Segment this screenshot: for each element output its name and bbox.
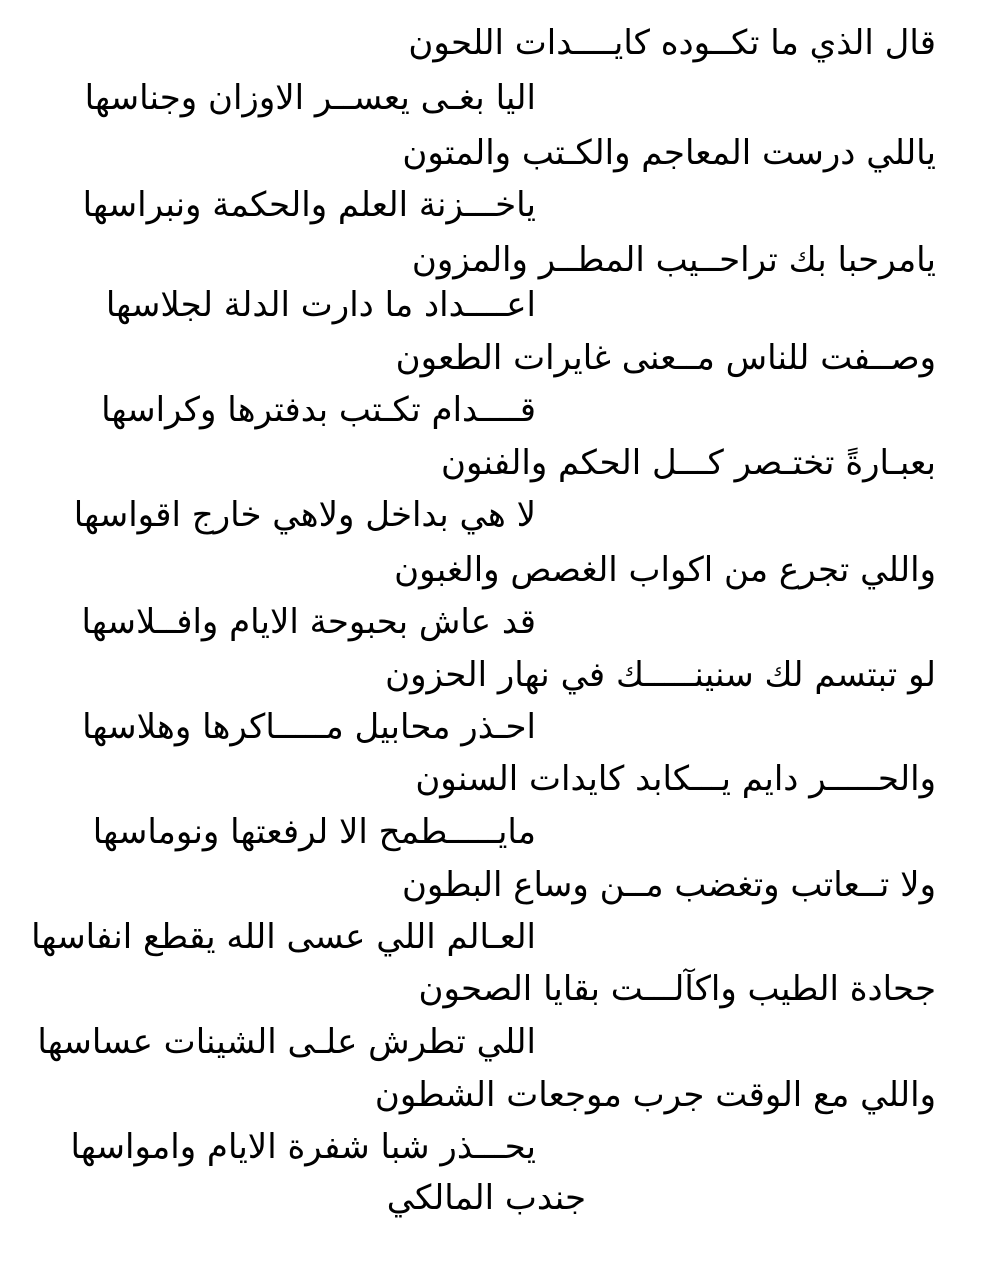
poem-line-2: اليا بغـى يعســر الاوزان وجناسها xyxy=(84,78,536,118)
poem-line-12: قد عاش بحبوحة الايام وافــلاسها xyxy=(81,602,536,642)
poem-line-22: يحـــذر شبا شفرة الايام وامواسها xyxy=(70,1127,536,1167)
poem-line-20: اللي تطرش علـى الشينات عساسها xyxy=(37,1022,536,1062)
poem-line-9: بعبـارةً تختـصر كـــل الحكم والفنون xyxy=(441,443,936,483)
poem-line-18: العـالم اللي عسى الله يقطع انفاسها xyxy=(31,917,536,957)
poem-line-7: وصــفت للناس مــعنى غايرات الطعون xyxy=(395,338,936,378)
poem-line-6: اعــــداد ما دارت الدلة لجلاسها xyxy=(105,285,536,325)
poem-line-13: لو تبتسم لك سنينـــــك في نهار الحزون xyxy=(385,655,936,695)
poem-line-15: والحـــــر دايم يـــكابد كايدات السنون xyxy=(415,759,936,799)
poem-line-4: ياخـــزنة العلم والحكمة ونبراسها xyxy=(82,185,536,225)
poem-line-1: قال الذي ما تكــوده كايــــدات اللحون xyxy=(408,23,936,63)
poem-line-11: واللي تجرع من اكواب الغصص والغبون xyxy=(394,550,936,590)
poem-line-3: ياللي درست المعاجم والكـتب والمتون xyxy=(402,133,936,173)
poem-line-5: يامرحبا بك تراحــيب المطــر والمزون xyxy=(411,240,936,280)
poem-line-14: احـذر محابيل مـــــاكرها وهلاسها xyxy=(82,707,536,747)
poet-signature: جندب المالكي xyxy=(386,1178,586,1218)
poem-line-19: جحادة الطيب واكآلـــت بقايا الصحون xyxy=(418,969,936,1009)
poem-line-17: ولا تــعاتب وتغضب مــن وساع البطون xyxy=(401,865,936,905)
poem-line-8: قــــدام تكـتب بدفترها وكراسها xyxy=(101,390,536,430)
poem-line-10: لا هي بداخل ولاهي خارج اقواسها xyxy=(73,495,536,535)
poem-line-21: واللي مع الوقت جرب موجعات الشطون xyxy=(374,1075,936,1115)
poem-line-16: مايـــــطمح الا لرفعتها ونوماسها xyxy=(92,812,536,852)
